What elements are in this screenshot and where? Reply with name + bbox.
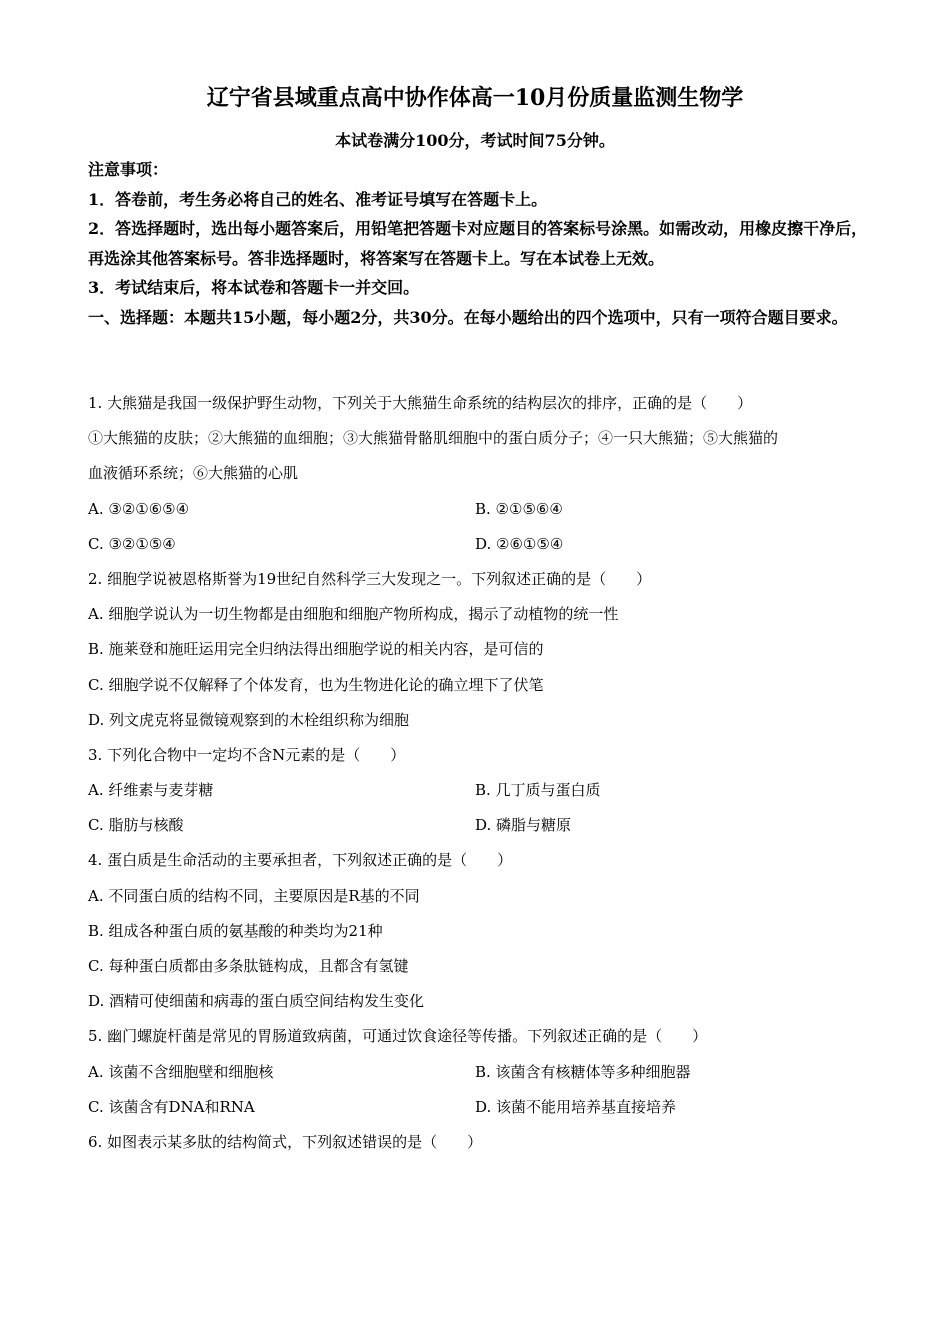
question-stem: 6. 如图表示某多肽的结构简式，下列叙述错误的是（ ） [88, 1132, 483, 1151]
section-heading: 一、选择题：本题共15小题，每小题2分，共30分。在每小题给出的四个选项中，只有一项符合题目要求。 [88, 307, 848, 327]
option-c: C. ③②①⑤④ [88, 534, 176, 553]
option-d: D. 列文虎克将显微镜观察到的木栓组织称为细胞 [88, 710, 410, 729]
note-item: 3．考试结束后，将本试卷和答题卡一并交回。 [88, 278, 420, 298]
option-a: A. ③②①⑥⑤④ [88, 499, 190, 518]
question-stem-cont: 血液循环系统；⑥大熊猫的心肌 [88, 464, 299, 483]
option-b: B. 组成各种蛋白质的氨基酸的种类均为21种 [88, 921, 383, 940]
option-a: A. 细胞学说认为一切生物都是由细胞和细胞产物所构成，揭示了动植物的统一性 [88, 605, 619, 624]
notes-heading: 注意事项： [88, 160, 169, 179]
question-stem: 1. 大熊猫是我国一级保护野生动物，下列关于大熊猫生命系统的结构层次的排序，正确的是（ ） [88, 394, 753, 412]
option-d: D. ②⑥①⑤④ [475, 534, 564, 553]
exam-subtitle: 本试卷满分100分，考试时间75分钟。 [335, 131, 615, 150]
option-a: A. 纤维素与麦芽糖 [88, 781, 214, 800]
questions [88, 386, 868, 1160]
option-b: B. 几丁质与蛋白质 [475, 781, 601, 800]
option-b: B. 施莱登和施旺运用完全归纳法得出细胞学说的相关内容，是可信的 [88, 640, 544, 659]
exam-title: 辽宁省县域重点高中协作体高一10月份质量监测生物学 [206, 85, 744, 111]
note-item: 2．答选择题时，选出每小题答案后，用铅笔把答题卡对应题目的答案标号涂黑。如需改动，用橡皮擦干净后，再选涂其他答案标号。答非选择题时，将答案写在答题卡上。写在本试卷上无效。 [88, 219, 868, 268]
option-d: D. 该菌不能用培养基直接培养 [475, 1097, 677, 1116]
option-b: B. 该菌含有核糖体等多种细胞器 [475, 1062, 691, 1081]
question-stem: 4. 蛋白质是生命活动的主要承担者，下列叙述正确的是（ ） [88, 851, 513, 870]
option-c: C. 细胞学说不仅解释了个体发育，也为生物进化论的确立埋下了伏笔 [88, 675, 544, 694]
option-d: D. 酒精可使细菌和病毒的蛋白质空间结构发生变化 [88, 992, 425, 1011]
option-c: C. 脂肪与核酸 [88, 816, 184, 835]
option-d: D. 磷脂与糖原 [475, 816, 572, 835]
option-c: C. 每种蛋白质都由多条肽链构成，且都含有氢键 [88, 957, 409, 975]
option-c: C. 该菌含有DNA和RNA [88, 1097, 255, 1116]
question-stem: 2. 细胞学说被恩格斯誉为19世纪自然科学三大发现之一。下列叙述正确的是（ ） [88, 569, 652, 588]
notes-section [88, 155, 868, 333]
question-stem: 3. 下列化合物中一定均不含N元素的是（ ） [88, 745, 406, 764]
note-item: 1．答卷前，考生务必将自己的姓名、准考证号填写在答题卡上。 [88, 189, 548, 209]
option-a: A. 不同蛋白质的结构不同，主要原因是R基的不同 [88, 886, 420, 905]
option-b: B. ②①⑤⑥④ [475, 499, 563, 518]
question-stem: 5. 幽门螺旋杆菌是常见的胃肠道致病菌，可通过饮食途径等传播。下列叙述正确的是（ ） [88, 1027, 708, 1046]
option-a: A. 该菌不含细胞壁和细胞核 [88, 1062, 274, 1081]
question-stem-cont: ①大熊猫的皮肤；②大熊猫的血细胞；③大熊猫骨骼肌细胞中的蛋白质分子；④一只大熊猫；⑤大熊猫的 [88, 429, 779, 448]
